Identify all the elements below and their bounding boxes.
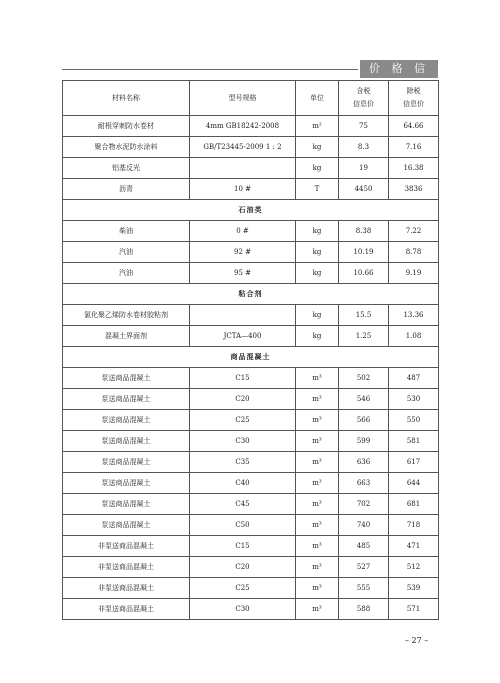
cell-material: 非泵送商品混凝土 [63, 536, 190, 557]
cell-unit: m³ [296, 599, 339, 620]
table-row [63, 452, 439, 473]
col-header-tax-excl [389, 81, 439, 116]
cell-tax-excl: 718 [389, 515, 439, 536]
table-row [63, 599, 439, 620]
cell-unit: m³ [296, 515, 339, 536]
cell-unit: m³ [296, 494, 339, 515]
cell-spec [190, 158, 296, 179]
cell-unit: m³ [296, 536, 339, 557]
cell-tax-excl: 550 [389, 410, 439, 431]
cell-material: 柴油 [63, 221, 190, 242]
cell-unit: m² [296, 116, 339, 137]
cell-unit: m³ [296, 431, 339, 452]
cell-tax-excl: 1.08 [389, 326, 439, 347]
cell-material: 泵送商品混凝土 [63, 368, 190, 389]
price-table [62, 80, 439, 620]
cell-material: 泵送商品混凝土 [63, 494, 190, 515]
cell-spec: C15 [190, 536, 296, 557]
cell-unit: T [296, 179, 339, 200]
cell-material: 耐根穿刺防水卷材 [63, 116, 190, 137]
cell-spec: C30 [190, 431, 296, 452]
cell-tax-excl: 512 [389, 557, 439, 578]
cell-spec: GB/T23445-2009 1 : 2 [190, 137, 296, 158]
section-row-adhesive [63, 284, 439, 305]
cell-spec: C50 [190, 515, 296, 536]
section-tab: 价 格 信 息 [360, 60, 438, 78]
table-row [63, 368, 439, 389]
table-row [63, 221, 439, 242]
cell-tax-incl: 1.25 [339, 326, 389, 347]
cell-tax-excl: 487 [389, 368, 439, 389]
cell-unit: m³ [296, 389, 339, 410]
table-row [63, 242, 439, 263]
col-header-spec: 型号规格 [190, 81, 296, 116]
cell-tax-incl: 502 [339, 368, 389, 389]
cell-material: 非泵送商品混凝土 [63, 557, 190, 578]
section-label-adhesive: 粘合剂 [63, 284, 439, 305]
table-row [63, 158, 439, 179]
cell-material: 泵送商品混凝土 [63, 431, 190, 452]
cell-tax-excl: 644 [389, 473, 439, 494]
cell-tax-incl: 566 [339, 410, 389, 431]
table-row [63, 578, 439, 599]
cell-material: 泵送商品混凝土 [63, 410, 190, 431]
cell-tax-excl: 16.38 [389, 158, 439, 179]
cell-material: 非泵送商品混凝土 [63, 599, 190, 620]
cell-unit: m³ [296, 473, 339, 494]
section-label-petroleum: 石油类 [63, 200, 439, 221]
cell-tax-excl: 617 [389, 452, 439, 473]
cell-unit: kg [296, 326, 339, 347]
table-row [63, 326, 439, 347]
cell-material: 非泵送商品混凝土 [63, 578, 190, 599]
table-row [63, 557, 439, 578]
cell-material: 泵送商品混凝土 [63, 389, 190, 410]
cell-unit: kg [296, 221, 339, 242]
cell-unit: kg [296, 242, 339, 263]
cell-tax-incl: 702 [339, 494, 389, 515]
cell-spec: C45 [190, 494, 296, 515]
cell-tax-incl: 636 [339, 452, 389, 473]
table-row [63, 137, 439, 158]
cell-spec: C15 [190, 368, 296, 389]
cell-spec: 10 # [190, 179, 296, 200]
cell-tax-incl: 15.5 [339, 305, 389, 326]
cell-tax-incl: 75 [339, 116, 389, 137]
cell-spec: C30 [190, 599, 296, 620]
cell-tax-excl: 64.66 [389, 116, 439, 137]
cell-spec [190, 305, 296, 326]
col-header-tax-excl-line2: 信息价 [403, 100, 424, 108]
header-rule [62, 69, 358, 70]
cell-unit: kg [296, 137, 339, 158]
cell-tax-excl: 581 [389, 431, 439, 452]
section-row-concrete [63, 347, 439, 368]
cell-tax-incl: 663 [339, 473, 389, 494]
cell-tax-excl: 9.19 [389, 263, 439, 284]
table-header-row [63, 81, 439, 116]
cell-material: 泵送商品混凝土 [63, 515, 190, 536]
cell-material: 汽油 [63, 263, 190, 284]
cell-tax-incl: 588 [339, 599, 389, 620]
table-row [63, 179, 439, 200]
table-row [63, 515, 439, 536]
cell-unit: m³ [296, 410, 339, 431]
cell-tax-incl: 485 [339, 536, 389, 557]
table-row [63, 263, 439, 284]
cell-unit: kg [296, 305, 339, 326]
cell-tax-excl: 530 [389, 389, 439, 410]
cell-spec: 0 # [190, 221, 296, 242]
cell-unit: m³ [296, 557, 339, 578]
table-row [63, 410, 439, 431]
cell-tax-incl: 740 [339, 515, 389, 536]
cell-tax-excl: 471 [389, 536, 439, 557]
cell-tax-excl: 539 [389, 578, 439, 599]
table-row [63, 431, 439, 452]
col-header-tax-incl-line2: 信息价 [353, 100, 374, 108]
cell-tax-incl: 10.19 [339, 242, 389, 263]
cell-material: 氯化聚乙烯防水卷材胶粘剂 [63, 305, 190, 326]
cell-spec: C20 [190, 557, 296, 578]
col-header-material: 材料名称 [63, 81, 190, 116]
cell-unit: m³ [296, 452, 339, 473]
table-row [63, 116, 439, 137]
cell-material: 泵送商品混凝土 [63, 452, 190, 473]
cell-tax-excl: 8.78 [389, 242, 439, 263]
cell-spec: 92 # [190, 242, 296, 263]
cell-tax-excl: 681 [389, 494, 439, 515]
table-row [63, 305, 439, 326]
table-row [63, 389, 439, 410]
cell-unit: kg [296, 263, 339, 284]
cell-spec: C25 [190, 578, 296, 599]
table-row [63, 494, 439, 515]
cell-spec: C35 [190, 452, 296, 473]
cell-unit: m³ [296, 368, 339, 389]
cell-material: 沥青 [63, 179, 190, 200]
cell-material: 汽油 [63, 242, 190, 263]
table-row [63, 536, 439, 557]
cell-spec: C20 [190, 389, 296, 410]
cell-tax-incl: 546 [339, 389, 389, 410]
cell-material: 铝基反光 [63, 158, 190, 179]
table-row [63, 473, 439, 494]
cell-tax-incl: 555 [339, 578, 389, 599]
cell-material: 混凝土界面剂 [63, 326, 190, 347]
section-label-concrete: 商品混凝土 [63, 347, 439, 368]
cell-tax-incl: 19 [339, 158, 389, 179]
cell-tax-excl: 13.36 [389, 305, 439, 326]
section-row-petroleum [63, 200, 439, 221]
cell-tax-excl: 7.16 [389, 137, 439, 158]
cell-spec: JCTA—400 [190, 326, 296, 347]
cell-tax-incl: 4450 [339, 179, 389, 200]
col-header-tax-excl-line1: 除税 [406, 87, 421, 95]
cell-tax-incl: 8.38 [339, 221, 389, 242]
cell-spec: 95 # [190, 263, 296, 284]
cell-unit: m³ [296, 578, 339, 599]
cell-material: 泵送商品混凝土 [63, 473, 190, 494]
cell-tax-incl: 527 [339, 557, 389, 578]
cell-unit: kg [296, 158, 339, 179]
cell-tax-excl: 3836 [389, 179, 439, 200]
page-number: – 27 – [405, 636, 429, 645]
cell-spec: C40 [190, 473, 296, 494]
cell-tax-incl: 10.66 [339, 263, 389, 284]
cell-material: 聚合物水泥防水涂料 [63, 137, 190, 158]
col-header-tax-incl [339, 81, 389, 116]
col-header-unit: 单位 [296, 81, 339, 116]
col-header-tax-incl-line1: 含税 [356, 87, 371, 95]
cell-tax-incl: 599 [339, 431, 389, 452]
cell-tax-excl: 7.22 [389, 221, 439, 242]
cell-tax-incl: 8.3 [339, 137, 389, 158]
cell-spec: C25 [190, 410, 296, 431]
cell-spec: 4mm GB18242-2008 [190, 116, 296, 137]
cell-tax-excl: 571 [389, 599, 439, 620]
